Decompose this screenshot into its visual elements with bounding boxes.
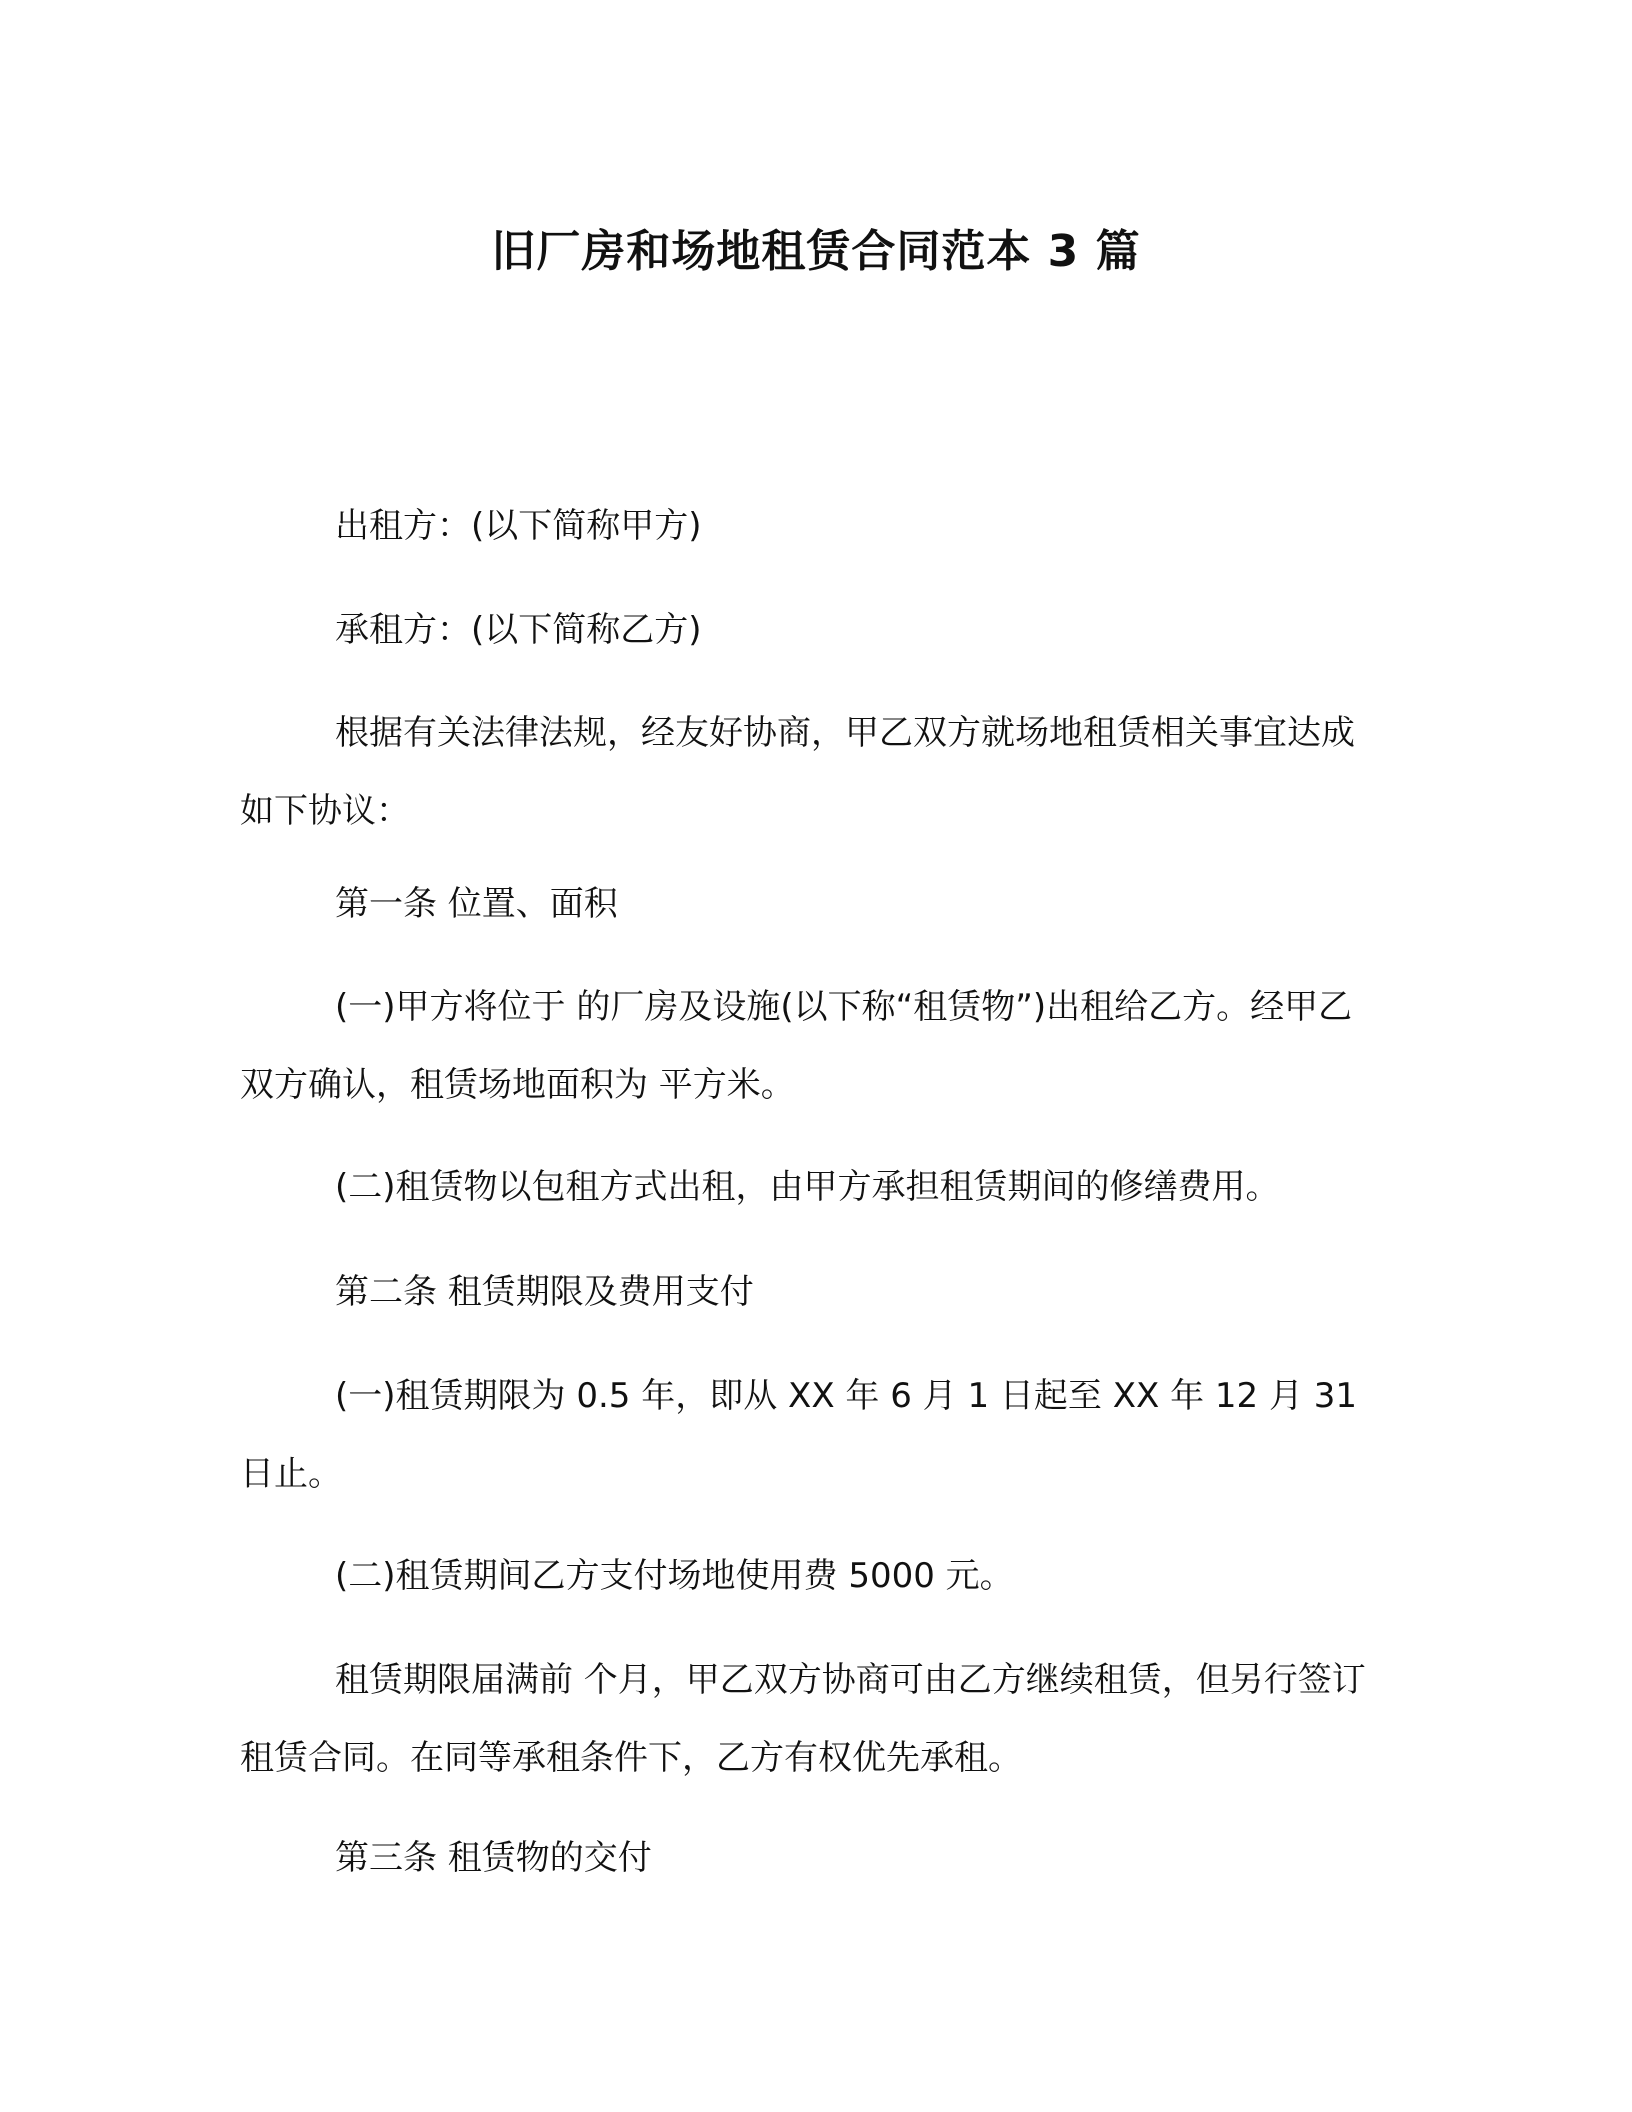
article-1-clause-2: (二)租赁物以包租方式出租，由甲方承担租赁期间的修缮费用。 <box>335 1167 1280 1207</box>
article-2-clause-1: (一)租赁期限为 0.5 年，即从 XX 年 6 月 1 日起至 XX 年 12 月 31 日止。 <box>240 1376 1358 1494</box>
renewal-paragraph: 租赁期限届满前 个月，甲乙双方协商可由乙方继续租赁，但另行签订租赁合同。在同等承租条件下，乙方有权优先承租。 <box>240 1660 1366 1778</box>
article-1-heading: 第一条 位置、面积 <box>335 884 618 924</box>
article-1-clause-1: (一)甲方将位于 的厂房及设施(以下称“租赁物”)出租给乙方。经甲乙双方确认，租赁场地面积为 平方米。 <box>240 987 1353 1105</box>
article-2-heading: 第二条 租赁期限及费用支付 <box>335 1272 754 1312</box>
document-title: 旧厂房和场地租赁合同范本 3 篇 <box>491 226 1141 277</box>
article-3-heading: 第三条 租赁物的交付 <box>335 1838 652 1878</box>
paragraph-preamble: 根据有关法律法规，经友好协商，甲乙双方就场地租赁相关事宜达成如下协议： <box>240 713 1355 831</box>
paragraph-lessor: 出租方：(以下简称甲方) <box>335 506 702 546</box>
article-2-clause-2: (二)租赁期间乙方支付场地使用费 5000 元。 <box>335 1556 1014 1596</box>
paragraph-lessee: 承租方：(以下简称乙方) <box>335 610 702 650</box>
